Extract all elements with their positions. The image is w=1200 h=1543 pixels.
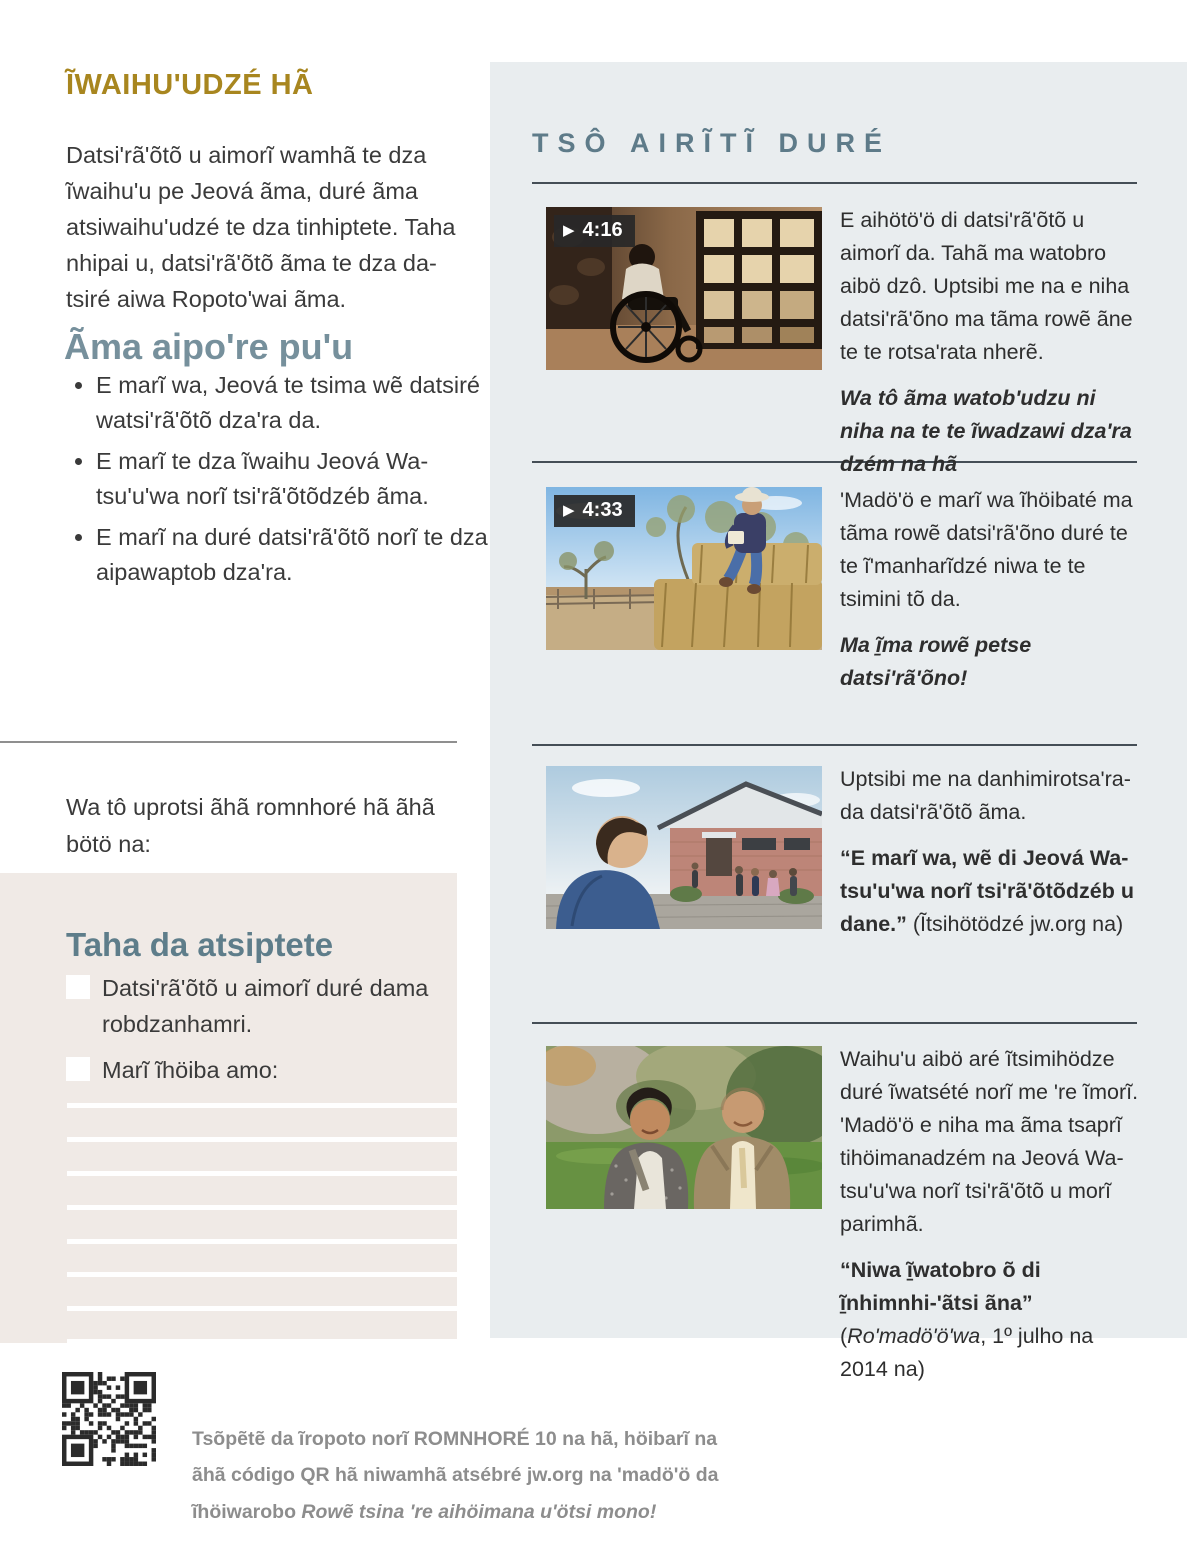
separator (532, 182, 1137, 184)
play-icon: ▶ (563, 222, 575, 239)
checklist-item (66, 1052, 432, 1088)
young-man-outside-kingdom-hall-illustration (546, 766, 822, 929)
checklist-item (66, 970, 432, 1042)
ruled-line (67, 1171, 457, 1176)
checklist-title: Taha da atsiptete (66, 926, 334, 964)
article-title: ĨWAIHU'UDZÉ HÃ (66, 69, 314, 102)
entry-body: Uptsibi me na danhimirotsa'ra-da datsi'rã'õtõ ãma. (840, 767, 1131, 824)
entry-emphasis: Ma ĩ̱ma rowẽ petse datsi'rã'õno! (840, 633, 1032, 690)
ruled-line (67, 1239, 457, 1244)
ruled-line (67, 1103, 457, 1108)
publication-title: Ro'madö'ö'wa (847, 1324, 981, 1348)
bullet-list (66, 368, 492, 596)
note-paragraph: Wa tô uprotsi ãhã romnhoré hã ãhã bötö na: (66, 793, 435, 857)
ruled-line (67, 1339, 457, 1344)
play-badge (554, 495, 635, 527)
qr-code-pattern (62, 1372, 156, 1466)
separator (532, 744, 1137, 746)
quote-source: , 1º julho na 2014 na) (840, 1324, 1094, 1381)
separator (532, 1022, 1137, 1024)
entry-quote (840, 1254, 1140, 1386)
ruled-line (67, 1306, 457, 1311)
intro-paragraph: Datsi'rã'õtõ u aimorĩ wamhã te dza ĩwaihu'u pe Jeová ãma, duré ãma atsiwaihu'udzé te dza tinhiptete. Taha nhipai u, datsi'rã'õtõ ãma te dza da-tsiré aiwa Ropoto'wai ãma. (66, 141, 456, 312)
checklist-item-label: Marĩ ĩhöiba amo: (102, 1057, 279, 1083)
videos-panel (490, 62, 1187, 1381)
quote-text: “Niwa ĩ̱watobro õ di ĩ̱nhimnhi-'ãtsi ãna” (840, 1258, 1041, 1315)
checklist-item-label: Datsi'rã'õtõ u aimorĩ duré dama robdzanhamri. (102, 975, 429, 1037)
checkbox[interactable] (66, 975, 90, 999)
bullet-item: • E marĩ na duré datsi'rã'õtõ norĩ te dza aipawaptob dza'ra. (96, 520, 492, 590)
entry-quote (840, 842, 1140, 941)
ruled-line (67, 1137, 457, 1142)
bullet-item: • E marĩ te dza ĩwaihu Jeová Wa-tsu'u'wa norĩ tsi'rã'õtõdzéb ãma. (96, 444, 492, 514)
play-icon: ▶ (563, 502, 575, 519)
duration-label: 4:33 (582, 499, 623, 521)
footer-publication-title: Rowẽ tsina 're aihöimana u'ötsi mono! (301, 1500, 657, 1523)
couple-walking-outdoors-illustration (546, 1046, 822, 1209)
panel-title: TSÔ AIRĨTĨ DURÉ (532, 128, 892, 159)
divider (0, 741, 457, 743)
ruled-line (67, 1272, 457, 1277)
photo-couple-outdoors (546, 1046, 822, 1209)
photo-young-man-kingdom-hall (546, 766, 822, 929)
footer-instruction: Tsõpẽtẽ da ĩropoto norĩ ROMNHORÉ 10 na hã, höibarĩ na ãhã código QR hã niwamhã atsébré jw.org na 'madö'ö da ĩhöiwarobo (192, 1427, 719, 1523)
ruled-line (67, 1205, 457, 1210)
quote-source-prefix: ( (840, 1324, 848, 1348)
entry-body: 'Madö'ö e marĩ wa ĩhöibaté ma tãma rowẽ datsi'rã'õno duré te te ĩ'manharĩdzé niwa te te tsimini tõ da. (840, 488, 1133, 611)
video-entry (840, 1043, 1140, 1399)
play-badge (554, 215, 635, 247)
video-entry (840, 763, 1140, 954)
video-entry (840, 204, 1140, 494)
quote-text: “E marĩ wa, wẽ di Jeová Wa-tsu'u'wa norĩ tsi'rã'õtõdzéb u dane.” (840, 846, 1134, 936)
entry-body: E aihötö'ö di datsi'rã'õtõ u aimorĩ da. Tahã ma watobro aibö dzô. Uptsibi me na e niha datsi'rã'õno ma tãma rowẽ ãne te te rotsa'rata nherẽ. (840, 208, 1133, 364)
video-entry (840, 484, 1140, 708)
section-heading: Ãma aipo're pu'u (64, 325, 354, 367)
bullet-item: • E marĩ wa, Jeová te tsima wẽ datsiré watsi'rã'õtõ dza'ra da. (96, 368, 492, 438)
video-thumbnail-hay-bales[interactable] (546, 487, 822, 650)
footer-text (192, 1421, 720, 1531)
duration-label: 4:16 (582, 219, 623, 241)
quote-source: (Ĩtsihötödzé jw.org na) (906, 912, 1124, 936)
entry-emphasis: Wa tô ãma watob'udzu ni niha na te te ĩwadzawi dza'ra dzém na hã (840, 386, 1132, 476)
entry-body: Waihu'u aibö aré ĩtsimihödze duré ĩwatsété norĩ me 're ĩmorĩ. 'Madö'ö e niha ma ãma tsaprĩ tihöimanadzém na Jeová Wa-tsu'u'wa norĩ tsi'rã'õtõ u morĩ parimhã. (840, 1047, 1139, 1236)
qr-code (62, 1372, 156, 1466)
checklist-box (0, 873, 457, 1343)
video-thumbnail-wheelchair[interactable] (546, 207, 822, 370)
checkbox[interactable] (66, 1057, 90, 1081)
